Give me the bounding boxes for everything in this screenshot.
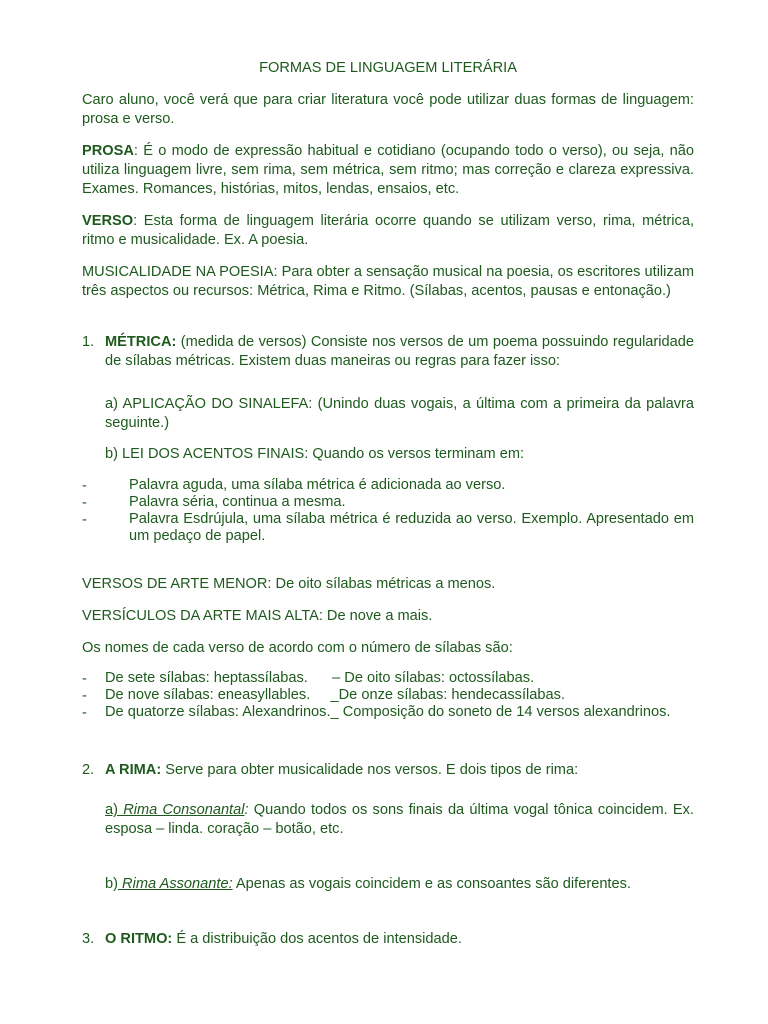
bullet-dash: - (82, 495, 87, 511)
list-item: Palavra aguda, uma sílaba métrica é adicionada ao verso. (129, 477, 506, 493)
assonante-term: Rima Assonante: (117, 876, 233, 892)
arte-menor-paragraph: VERSOS DE ARTE MENOR: De oito sílabas métricas a menos. (82, 576, 496, 592)
consonantal-paragraph (105, 801, 694, 839)
prosa-paragraph (82, 142, 694, 199)
intro-paragraph: Caro aluno, você verá que para criar literatura você pode utilizar duas formas de linguagem: prosa e verso. (82, 92, 694, 127)
bullet-dash: - (82, 671, 87, 687)
sinalefa-paragraph: a) APLICAÇÃO DO SINALEFA: (Unindo duas vogais, a última com a primeira da palavra seguinte.) (105, 396, 694, 431)
metrica-term: MÉTRICA: (105, 334, 177, 350)
assonante-paragraph (105, 875, 694, 894)
bullet-dash: - (82, 705, 87, 721)
prosa-text: : É o modo de expressão habitual e cotidiano (ocupando todo o verso), ou seja, não utiliza linguagem livre, sem rima, sem métrica, sem ritmo; mas correção e clareza expressiva. Exames. Romances, histórias, mitos, lendas, ensaios, etc. (82, 143, 694, 197)
acentos-paragraph: b) LEI DOS ACENTOS FINAIS: Quando os versos terminam em: (105, 446, 525, 462)
page-title: FORMAS DE LINGUAGEM LITERÁRIA (259, 60, 517, 76)
ritmo-text: É a distribuição dos acentos de intensidade. (172, 931, 462, 947)
musicalidade-paragraph: MUSICALIDADE NA POESIA: Para obter a sensação musical na poesia, os escritores utilizam três aspectos ou recursos: Métrica, Rima e Ritmo. (Sílabas, acentos, pausas e entonação.) (82, 264, 694, 299)
verso-text: : Esta forma de linguagem literária ocorre quando se utilizam verso, rima, métrica, ritmo e musicalidade. Ex. A poesia. (82, 213, 694, 248)
arte-alta-paragraph: VERSÍCULOS DA ARTE MAIS ALTA: De nove a mais. (82, 608, 433, 624)
list-item: Palavra séria, continua a mesma. (129, 494, 346, 510)
prosa-term: PROSA (82, 143, 134, 159)
bullet-dash: - (82, 688, 87, 704)
rima-number: 2. (82, 762, 95, 778)
ritmo-number: 3. (82, 931, 95, 947)
consonantal-prefix: a) (105, 802, 118, 818)
list-item: De nove sílabas: eneasyllables. _De onze sílabas: hendecassílabas. (105, 687, 565, 703)
list-item: De quatorze sílabas: Alexandrinos._ Composição do soneto de 14 versos alexandrinos. (105, 704, 671, 720)
assonante-text: Apenas as vogais coincidem e as consoantes são diferentes. (232, 876, 631, 892)
consonantal-term: Rima Consonantal (117, 802, 245, 818)
verso-term: VERSO (82, 213, 134, 229)
list-item: Palavra Esdrújula, uma sílaba métrica é reduzida ao verso. Exemplo. Apresentado em um pedaço de papel. (129, 511, 694, 544)
assonante-prefix: b) (105, 876, 118, 892)
rima-term: A RIMA: (105, 762, 162, 778)
metrica-number: 1. (82, 334, 95, 350)
metrica-text: (medida de versos) Consiste nos versos de um poema possuindo regularidade de sílabas métricas. Existem duas maneiras ou regras para fazer isso: (105, 334, 694, 369)
ritmo-term: O RITMO: (105, 931, 173, 947)
nomes-paragraph: Os nomes de cada verso de acordo com o número de sílabas são: (82, 640, 513, 656)
list-item: De sete sílabas: heptassílabas. – De oito sílabas: octossílabas. (105, 670, 535, 686)
metrica-paragraph (105, 333, 694, 371)
ritmo-paragraph (105, 930, 694, 949)
consonantal-text: Quando todos os sons finais da última vogal tônica coincidem. Ex. esposa – linda. coração – botão, etc. (105, 802, 694, 837)
consonantal-colon: : (244, 802, 249, 818)
rima-paragraph (105, 761, 694, 780)
rima-text: Serve para obter musicalidade nos versos. E dois tipos de rima: (161, 762, 579, 778)
bullet-dash: - (82, 512, 87, 528)
verso-paragraph (82, 212, 694, 250)
bullet-dash: - (82, 478, 87, 494)
